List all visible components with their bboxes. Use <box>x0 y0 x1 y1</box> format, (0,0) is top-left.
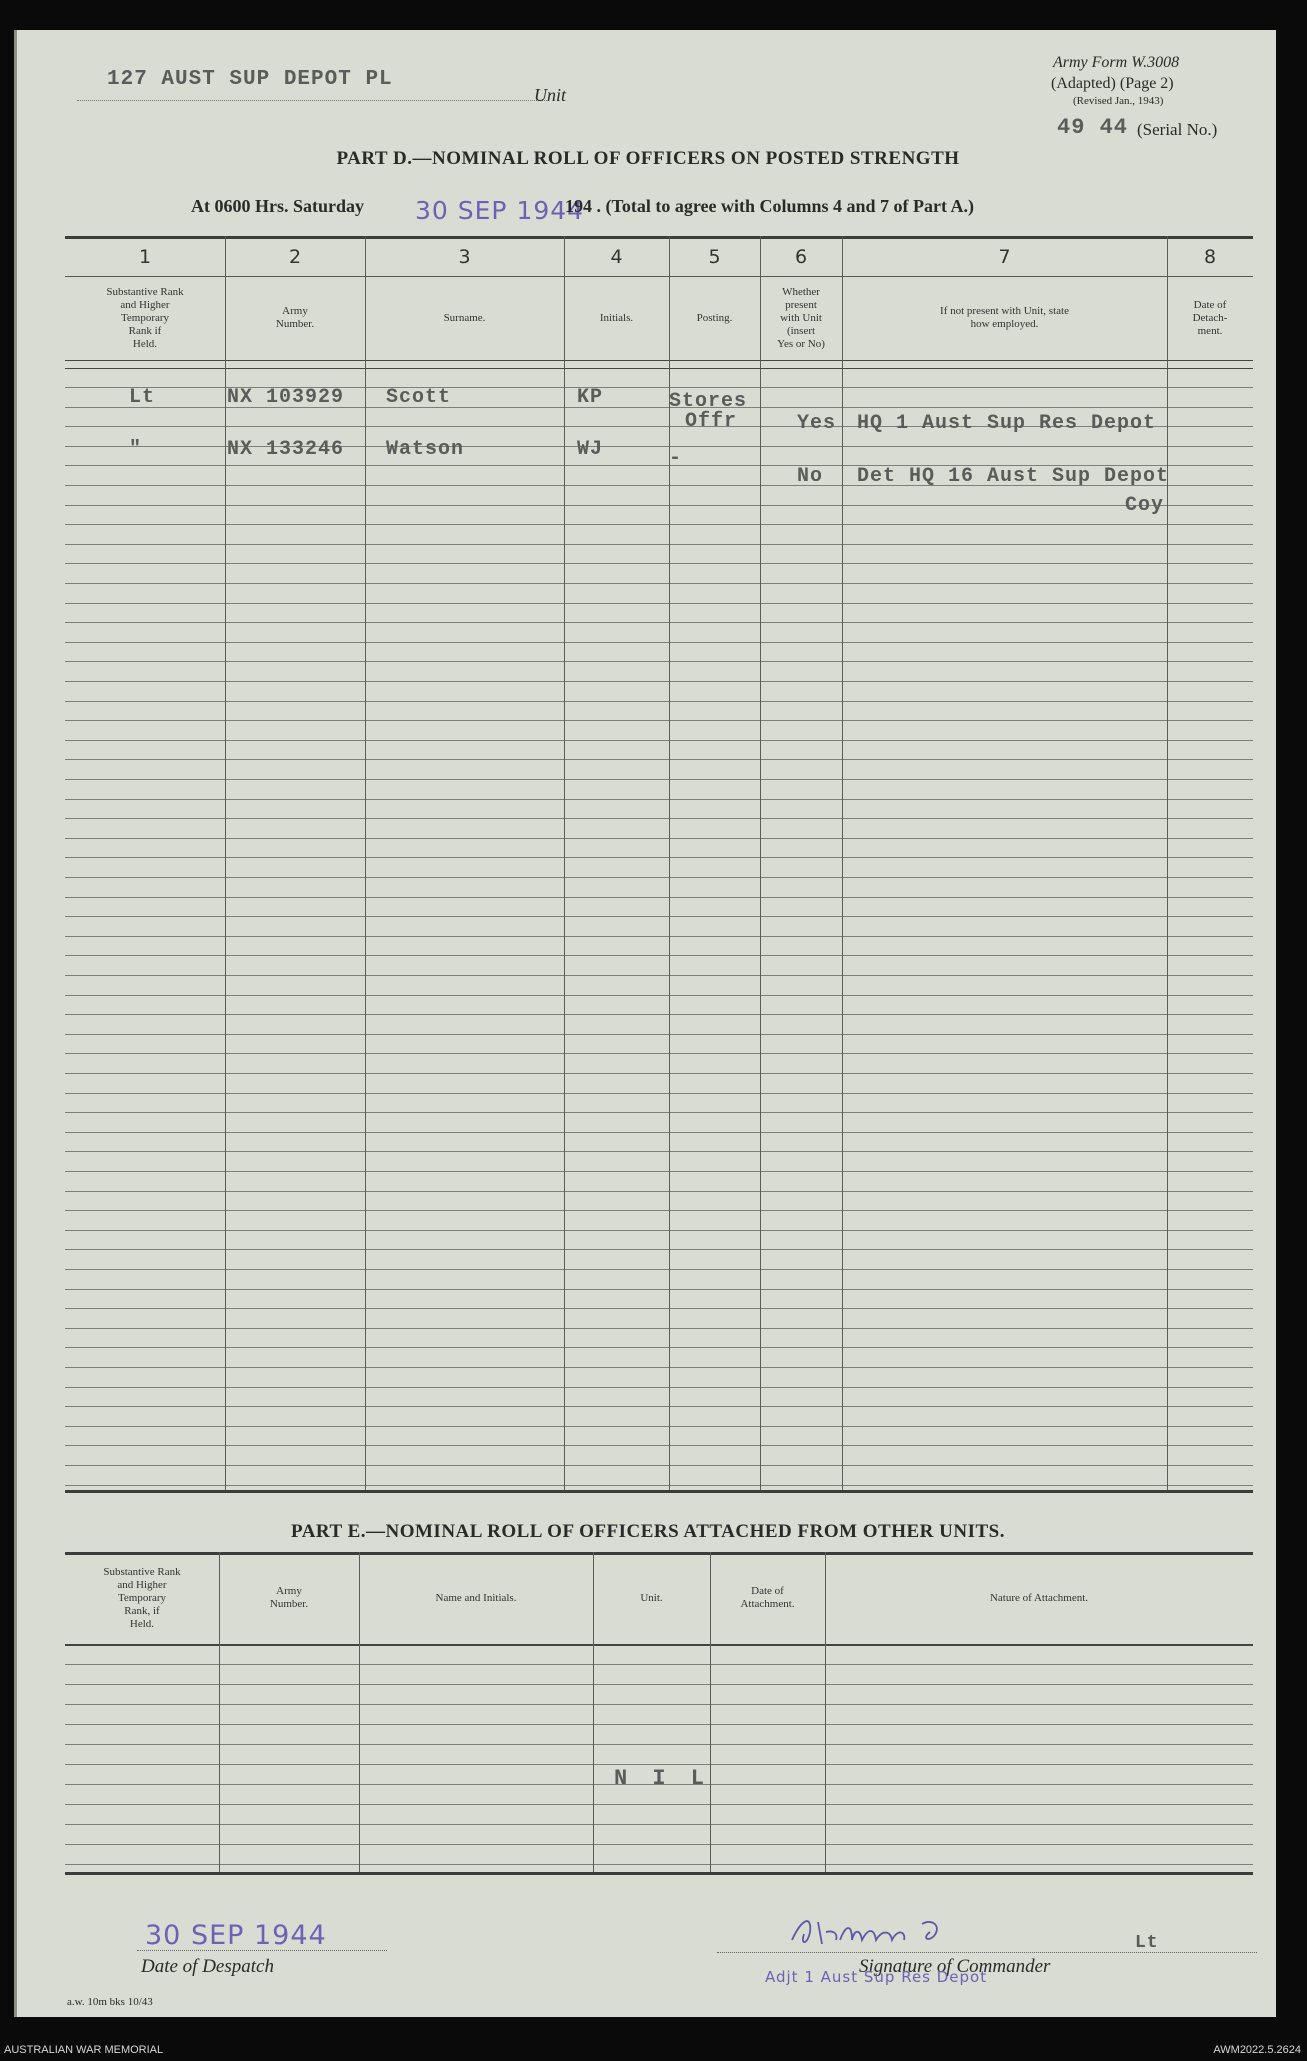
part-e-top-rule <box>65 1552 1253 1555</box>
time-suffix: 194 . (Total to agree with Columns 4 and 7 of Part A.) <box>565 196 974 216</box>
part-d-ruled-line <box>65 857 1253 858</box>
part-e-column-divider <box>710 1552 711 1872</box>
part-d-ruled-line <box>65 1093 1253 1094</box>
part-d-ruled-line <box>65 877 1253 878</box>
part-e-ruled-line <box>65 1684 1253 1685</box>
unit-label: Unit <box>534 85 567 105</box>
part-e-col-header: Date of Attachment. <box>740 1585 795 1610</box>
part-d-ruled-line <box>65 1132 1253 1133</box>
form-revised: (Revised Jan., 1943) <box>1073 95 1164 107</box>
part-d-ruled-line <box>65 622 1253 623</box>
part-d-ruled-line <box>65 955 1253 956</box>
despatch-label: Date of Despatch <box>141 1956 274 1977</box>
part-d-ruled-line <box>65 583 1253 584</box>
part-e-ruled-line <box>65 1724 1253 1725</box>
part-e-ruled-line <box>65 1764 1253 1765</box>
part-e-ruled-line <box>65 1844 1253 1845</box>
part-e-column-divider <box>825 1552 826 1872</box>
part-d-ruled-line <box>65 799 1253 800</box>
part-d-col-header: Initials. <box>599 311 634 324</box>
part-e-column-divider <box>219 1552 220 1872</box>
part-d-ruled-line <box>65 838 1253 839</box>
part-d-col-header: Posting. <box>696 311 733 324</box>
surname-cell: Watson <box>386 438 465 461</box>
part-d-ruled-line <box>65 975 1253 976</box>
employed-cell-line2: Coy <box>1125 494 1165 517</box>
part-d-col-header: Substantive Rank and Higher Temporary Rank if Held. <box>106 285 184 350</box>
part-d-ruled-line <box>65 1210 1253 1211</box>
posting-cell-line2: Offr <box>685 410 738 433</box>
part-d-column-divider <box>1167 236 1168 1490</box>
part-d-col-number: 4 <box>610 246 623 268</box>
date-stamp-part-d: 30 SEP 1944 <box>415 196 585 225</box>
form-sheet <box>14 30 1276 2017</box>
part-d-ruled-line <box>65 661 1253 662</box>
part-d-ruled-line <box>65 1230 1253 1231</box>
print-code: a.w. 10m bks 10/43 <box>67 1996 153 2008</box>
part-d-ruled-line <box>65 1485 1253 1486</box>
part-d-ruled-line <box>65 1171 1253 1172</box>
part-d-number-rule <box>65 276 1253 277</box>
part-d-ruled-line <box>65 995 1253 996</box>
part-e-ruled-line <box>65 1744 1253 1745</box>
part-d-column-divider <box>564 236 565 1490</box>
part-d-column-divider <box>365 236 366 1490</box>
part-d-ruled-line <box>65 1249 1253 1250</box>
rank-cell: Lt <box>129 386 156 409</box>
part-e-col-header: Name and Initials. <box>435 1591 517 1604</box>
army-number-cell: NX 103929 <box>227 386 345 409</box>
part-d-col-number: 6 <box>794 246 808 268</box>
part-d-top-rule <box>65 236 1253 239</box>
form-number: Army Form W.3008 <box>1053 54 1180 71</box>
part-d-bottom-rule <box>65 1490 1253 1493</box>
part-d-ruled-line <box>65 1034 1253 1035</box>
signature-label: Signature of Commander <box>859 1956 1051 1977</box>
initials-cell: WJ <box>577 438 604 461</box>
part-d-ruled-line <box>65 1387 1253 1388</box>
part-d-body-rule <box>65 368 1253 369</box>
nil-entry: N I L <box>614 1766 711 1791</box>
part-d-column-divider <box>760 236 761 1490</box>
despatch-line <box>137 1950 387 1951</box>
archive-name: AUSTRALIAN WAR MEMORIAL <box>4 2044 164 2056</box>
serial-label: (Serial No.) <box>1137 120 1218 139</box>
army-number-cell: NX 133246 <box>227 438 345 461</box>
part-d-col-header: Surname. <box>443 311 486 324</box>
unit-dotted-line <box>77 100 547 101</box>
surname-cell: Scott <box>386 386 452 409</box>
present-cell: No <box>797 465 824 488</box>
part-d-ruled-line <box>65 936 1253 937</box>
part-d-header-rule <box>65 360 1253 361</box>
part-d-ruled-line <box>65 563 1253 564</box>
part-d-ruled-line <box>65 1465 1253 1466</box>
part-d-ruled-line <box>65 720 1253 721</box>
part-d-ruled-line <box>65 1406 1253 1407</box>
part-e-column-divider <box>359 1552 360 1872</box>
part-d-column-divider <box>669 236 670 1490</box>
initials-cell: KP <box>577 386 604 409</box>
part-d-ruled-line <box>65 1269 1253 1270</box>
part-d-ruled-line <box>65 544 1253 545</box>
despatch-date-stamp: 30 SEP 1944 <box>145 1920 327 1951</box>
part-d-ruled-line <box>65 1289 1253 1290</box>
part-d-ruled-line <box>65 1191 1253 1192</box>
part-d-ruled-line <box>65 1426 1253 1427</box>
part-d-ruled-line <box>65 779 1253 780</box>
part-d-ruled-line <box>65 740 1253 741</box>
part-d-ruled-line <box>65 642 1253 643</box>
part-d-col-header: Whether present with Unit (insert Yes or No) <box>777 285 825 350</box>
part-d-ruled-line <box>65 1112 1253 1113</box>
part-e-ruled-line <box>65 1704 1253 1705</box>
employed-cell: HQ 1 Aust Sup Res Depot <box>857 412 1157 435</box>
part-d-ruled-line <box>65 1328 1253 1329</box>
signer-stamp: Adjt 1 Aust Sup Res Depot <box>765 1968 988 1986</box>
unit-value: 127 AUST SUP DEPOT PL <box>107 68 393 91</box>
commander-signature <box>782 1910 1032 1952</box>
part-d-col-header: Army Number. <box>275 305 315 330</box>
part-d-ruled-line <box>65 524 1253 525</box>
part-d-ruled-line <box>65 701 1253 702</box>
part-d-col-header: Date of Detach- ment. <box>1192 298 1228 337</box>
signature-suffix: Lt <box>1135 1933 1159 1953</box>
part-d-ruled-line <box>65 1347 1253 1348</box>
part-d-col-header: If not present with Unit, state how employed. <box>940 305 1069 330</box>
part-d-ruled-line <box>65 603 1253 604</box>
part-d-ruled-line <box>65 1367 1253 1368</box>
part-d-ruled-line <box>65 681 1253 682</box>
part-d-title: PART D.—NOMINAL ROLL OF OFFICERS ON POSTED STRENGTH <box>336 148 960 169</box>
part-d-column-divider <box>225 236 226 1490</box>
part-d-column-divider <box>842 236 843 1490</box>
part-d-col-number: 1 <box>138 246 152 268</box>
part-d-ruled-line <box>65 1053 1253 1054</box>
employed-cell: Det HQ 16 Aust Sup Depot <box>857 465 1170 488</box>
part-e-ruled-line <box>65 1804 1253 1805</box>
part-d-ruled-line <box>65 1308 1253 1309</box>
part-d-col-number: 5 <box>708 246 721 268</box>
part-e-col-header: Substantive Rank and Higher Temporary Rank, if Held. <box>103 1565 181 1630</box>
part-d-col-number: 3 <box>458 246 471 268</box>
part-e-col-header: Unit. <box>640 1591 663 1604</box>
part-e-ruled-line <box>65 1864 1253 1865</box>
archive-id: AWM2022.5.2624 <box>1213 2044 1301 2056</box>
part-d-ruled-line <box>65 1014 1253 1015</box>
serial-value: 49 44 <box>1057 115 1129 140</box>
form-adapted: (Adapted) (Page 2) <box>1051 75 1174 92</box>
archive-footer <box>0 2040 1307 2061</box>
part-e-ruled-line <box>65 1824 1253 1825</box>
present-cell: Yes <box>797 412 837 435</box>
part-d-ruled-line <box>65 916 1253 917</box>
part-e-col-header: Nature of Attachment. <box>989 1591 1089 1604</box>
part-d-col-number: 7 <box>998 246 1011 268</box>
part-e-ruled-line <box>65 1664 1253 1665</box>
part-e-bottom-rule <box>65 1872 1253 1875</box>
part-d-ruled-line <box>65 1445 1253 1446</box>
part-d-col-number: 2 <box>288 246 302 268</box>
time-prefix: At 0600 Hrs. Saturday <box>191 196 365 216</box>
posting-cell: Stores <box>669 390 748 413</box>
part-d-ruled-line <box>65 505 1253 506</box>
part-d-ruled-line <box>65 897 1253 898</box>
part-e-title: PART E.—NOMINAL ROLL OF OFFICERS ATTACHED FROM OTHER UNITS. <box>291 1521 1005 1542</box>
part-d-ruled-line <box>65 759 1253 760</box>
part-d-col-number: 8 <box>1203 246 1217 268</box>
posting-cell: - <box>669 447 683 470</box>
part-d-ruled-line <box>65 1151 1253 1152</box>
rank-cell: " <box>129 438 143 461</box>
part-e-header-rule <box>65 1644 1253 1646</box>
part-d-ruled-line <box>65 1073 1253 1074</box>
part-d-ruled-line <box>65 818 1253 819</box>
part-e-column-divider <box>593 1552 594 1872</box>
part-e-col-header: Army Number. <box>269 1585 309 1610</box>
signature-line <box>717 1952 1257 1953</box>
